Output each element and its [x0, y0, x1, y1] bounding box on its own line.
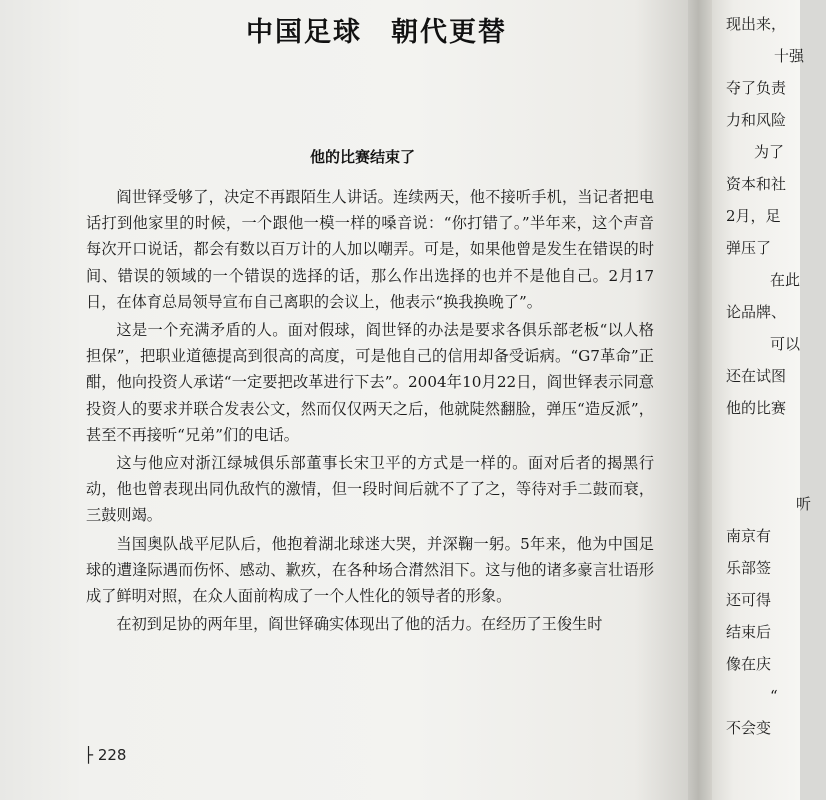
right-line: 在此: [770, 271, 801, 289]
right-page: [712, 0, 812, 800]
body-text: [86, 184, 654, 637]
right-line: 可以: [770, 335, 801, 353]
right-page-text: [726, 8, 826, 744]
right-line: 十强: [774, 47, 805, 65]
page-number: [84, 746, 126, 764]
right-line: 资本和社: [726, 175, 787, 193]
right-line: 不会变: [726, 719, 772, 737]
paragraph: 当国奥队战平尼队后，他抱着湖北球迷大哭，并深鞠一躬。5年来，他为中国足球的遭逢际遇而伤怀、感动、歉疚，在各种场合潸然泪下。这与他的诸多豪言壮语形成了鲜明对照，在众人面前构成了一个人性化的领导者的形象。: [86, 534, 654, 606]
paragraph: 在初到足协的两年里，阎世铎确实体现出了他的活力。在经历了王俊生时: [116, 615, 603, 634]
section-heading: 他的比赛结束了: [310, 148, 416, 166]
right-line: 乐部签: [726, 559, 772, 577]
right-line: 南京有: [726, 527, 772, 545]
paragraph: 阎世铎受够了，决定不再跟陌生人讲话。连续两天，他不接听手机，当记者把电话打到他家里的时候，一个跟他一模一样的嗓音说：“你打错了。”半年来，这个声音每次开口说话，都会有数以百万计的人加以嘲弄。可是，如果他曾是发生在错误的时间、错误的领域的一个错误的选择的话，那么作出选择的也并不是他自己。2月17日，在体育总局领导宣布自己离职的会议上，他表示“换我换晚了”。: [86, 188, 654, 311]
right-line: 现出来，: [726, 15, 787, 33]
book-gutter: [688, 0, 714, 800]
right-line: 还在试图: [726, 367, 787, 385]
right-line: [726, 424, 826, 456]
chapter-title: 中国足球 朝代更替: [246, 17, 507, 48]
right-line: 论品牌、: [726, 303, 787, 321]
right-line: [726, 456, 826, 488]
right-line: 像在庆: [726, 655, 772, 673]
right-line: 夺了负责: [726, 79, 787, 97]
right-line: 2月，足: [726, 207, 781, 225]
page-marker-icon: ├: [84, 746, 98, 764]
right-line: 他的比赛: [726, 399, 787, 417]
page-number-value: 228: [97, 746, 127, 764]
right-line: 还可得: [726, 591, 772, 609]
paragraph: 这是一个充满矛盾的人。面对假球，阎世铎的办法是要求各俱乐部老板“以人格担保”，把职业道德提高到很高的高度，可是他自己的信用却备受诟病。“G7革命”正酣，他向投资人承诺“一定要把改革进行下去”。2004年10月22日，阎世铎表示同意投资人的要求并联合发表公文，然而仅仅两天之后，他就陡然翻脸，弹压“造反派”，甚至不再接听“兄弟”们的电话。: [86, 321, 654, 444]
right-line: 结束后: [726, 623, 772, 641]
right-line: 为了: [754, 143, 785, 161]
right-line: “: [770, 687, 778, 705]
right-line: 听: [796, 495, 812, 513]
right-line: 力和风险: [726, 111, 787, 129]
paragraph: 这与他应对浙江绿城俱乐部董事长宋卫平的方式是一样的。面对后者的揭黑行动，他也曾表现出同仇敌忾的激情，但一段时间后就不了了之，等待对手二鼓而衰，三鼓则竭。: [86, 454, 654, 525]
right-line: 弹压了: [726, 239, 772, 257]
